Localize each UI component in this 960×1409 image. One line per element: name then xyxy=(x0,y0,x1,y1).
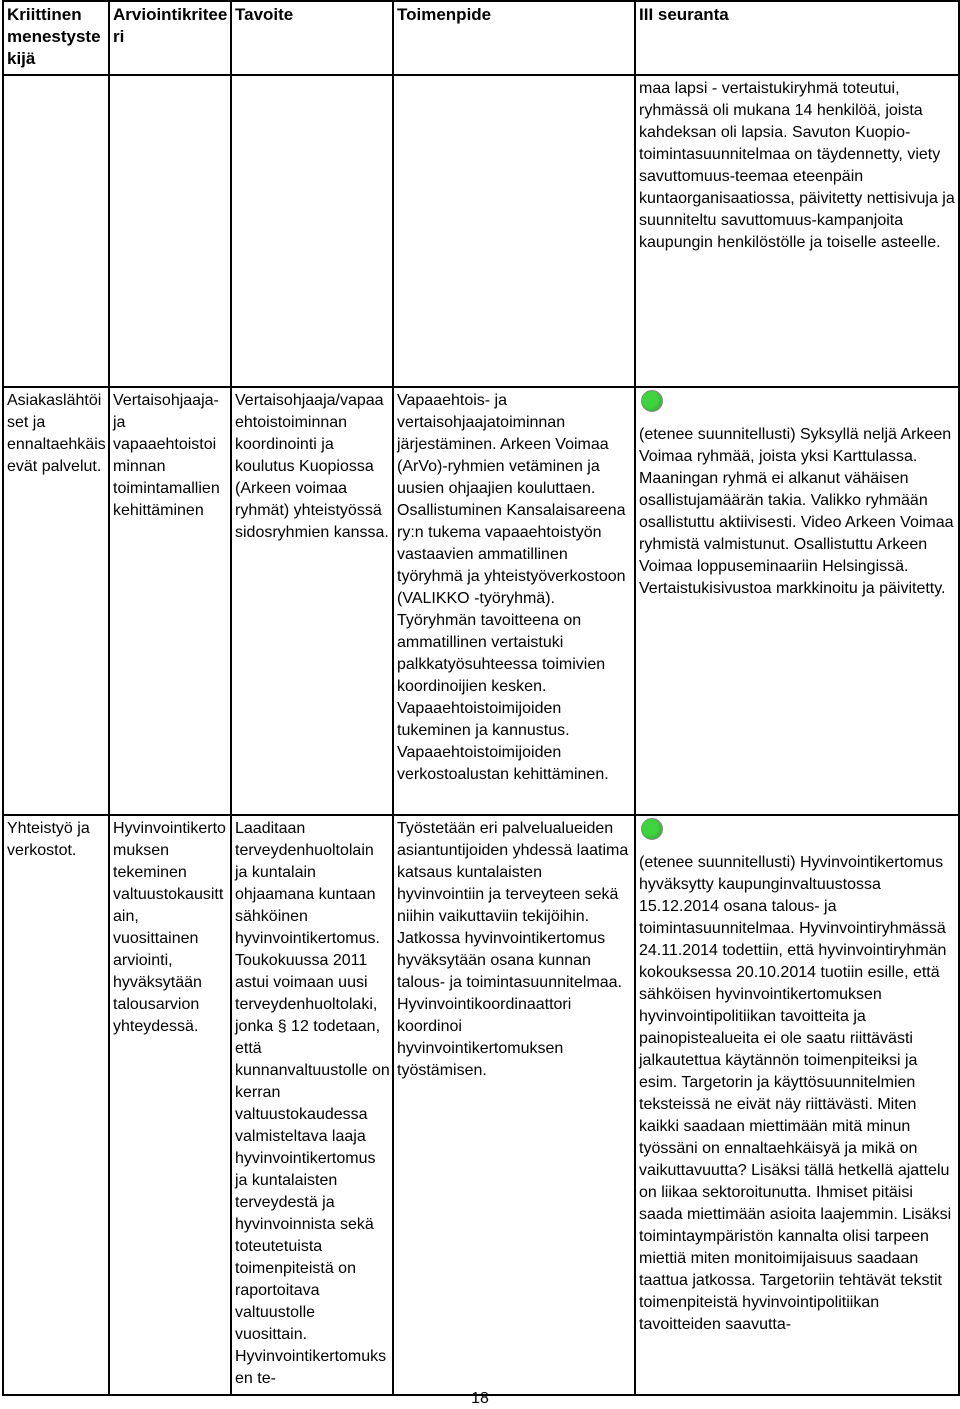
cell-factor: Yhteistyö ja verkostot. xyxy=(3,815,109,1395)
header-goal: Tavoite xyxy=(231,1,393,75)
table-row xyxy=(3,815,959,1395)
green-status-dot-icon xyxy=(641,818,663,840)
cell-goal xyxy=(231,75,393,387)
table-row xyxy=(3,75,959,387)
cell-factor xyxy=(3,75,109,387)
cell-followup xyxy=(635,75,959,387)
page-number: 18 xyxy=(471,1390,489,1407)
cell-criterion: Hyvinvointikertomuksen tekeminen valtuustokausittain, vuosittainen arviointi, hyväksytään talousarvion yhteydessä. xyxy=(109,815,231,1395)
header-action: Toimenpide xyxy=(393,1,635,75)
followup-text: (etenee suunnitellusti) Syksyllä neljä Arkeen Voimaa ryhmää, joista yksi Karttulassa. Maaningan ryhmä ei alkanut vähäisen osallistujamäärän takia. Valikko ryhmään osallistuttu aktiivisesti. Video Arkeen Voimaa ryhmistä valmistunut. Osallistuttu Arkeen Voimaa loppuseminaariin Helsingissä. Vertaistukisivustoa markkinoitu ja päivitetty. xyxy=(639,426,954,597)
cell-action xyxy=(393,75,635,387)
header-evaluation-criterion: Arviointikriteeri xyxy=(109,1,231,75)
cell-action: Työstetään eri palvelualueiden asiantuntijoiden yhdessä laatima katsaus kuntalaisten hyvinvointiin ja terveyteen sekä niihin vaikuttaviin tekijöihin. Jatkossa hyvinvointikertomus hyväksytään osana kunnan talous- ja toimintasuunnitelmaa. Hyvinvointikoordinaattori koordinoi hyvinvointikertomuksen työstämisen. xyxy=(393,815,635,1395)
cell-goal: Laaditaan terveydenhuoltolain ja kuntalain ohjaamana kuntaan sähköinen hyvinvointikertomus. Toukokuussa 2011 astui voimaan uusi terveydenhuoltolaki, jonka § 12 todetaan, että kunnanvaltuustolle on kerran valtuustokaudessa valmisteltava laaja hyvinvointikertomus ja kuntalaisten terveydestä ja hyvinvoinnista sekä toteutetuista toimenpiteistä on raportoitava valtuustolle vuosittain. Hyvinvointikertomuksen te- xyxy=(231,815,393,1395)
cell-factor: Asiakaslähtöiset ja ennaltaehkäisevät palvelut. xyxy=(3,387,109,815)
cell-followup xyxy=(635,387,959,815)
cell-goal: Vertaisohjaaja/vapaaehtoistoiminnan koordinointi ja koulutus Kuopiossa (Arkeen voimaa ryhmät) yhteistyössä sidosryhmien kanssa. xyxy=(231,387,393,815)
table-header-row xyxy=(3,1,959,75)
cell-action: Vapaaehtois- ja vertaisohjaajatoiminnan järjestäminen. Arkeen Voimaa (ArVo)-ryhmien vetäminen ja uusien ohjaajien kouluttaen. Osallistuminen Kansalaisareena ry:n tukema vapaaehtoistyön vastaavien ammatillinen työryhmä ja yhteistyöverkostoon (VALIKKO -työryhmä). Työryhmän tavoitteena on ammatillinen vertaistuki palkkatyösuhteessa toimivien koordinoijien kesken. Vapaaehtoistoimijoiden tukeminen ja kannustus. Vapaaehtoistoimijoiden verkostoalustan kehittäminen. xyxy=(393,387,635,815)
header-followup: III seuranta xyxy=(635,1,959,75)
followup-text: maa lapsi - vertaistukiryhmä toteutui, ryhmässä oli mukana 14 henkilöä, joista kahdeksan oli lapsia. Savuton Kuopio- toimintasuunnitelmaa on täydennetty, viety savuttomuus-teemaa eteenpäin kuntaorganisaatiossa, päivitetty nettisivuja ja suunniteltu savuttomuus-kampanjoita kaupungin henkilöstölle ja toiselle asteelle. xyxy=(639,80,955,251)
followup-text: (etenee suunnitellusti) Hyvinvointikertomus hyväksytty kaupunginvaltuustossa 15.12.2014 osana talous- ja toimintasuunnitelmaa. Hyvinvointiryhmässä 24.11.2014 todettiin, että hyvinvointiryhmän kokouksessa 20.10.2014 tuotiin esille, että sähköisen hyvinvointikertomuksen hyvinvointipolitiikan tavoitteita ja painopistealueita ei ole saatu riittävästi jalkautettua käytännön toimenpiteiksi ja esim. Targetorin ja käyttösuunnitelmien teksteissä ne eivät näy riittävästi. Miten kaikki saadaan miettimään mitä minun työssäni on ennaltaehkäisyä ja mikä on vaikuttavuutta? Lisäksi tällä hetkellä ajattelu on liikaa sektoroitunutta. Ihmiset pitäisi saada miettimään asioita laajemmin. Lisäksi toimintaympäristön kannalta olisi tarpeen miettiä miten monitoimijaisuus saadaan taattua jatkossa. Targetoriin tehtävät tekstit toimenpiteistä hyvinvointipolitiikan tavoitteiden saavutta- xyxy=(639,854,952,1333)
header-critical-success-factor: Kriittinen menestystekijä xyxy=(3,1,109,75)
evaluation-table xyxy=(2,0,960,1396)
cell-criterion: Vertaisohjaaja- ja vapaaehtoistoiminnan toimintamallien kehittäminen xyxy=(109,387,231,815)
green-status-dot-icon xyxy=(641,390,663,412)
cell-followup xyxy=(635,815,959,1395)
cell-criterion xyxy=(109,75,231,387)
table-row xyxy=(3,387,959,815)
